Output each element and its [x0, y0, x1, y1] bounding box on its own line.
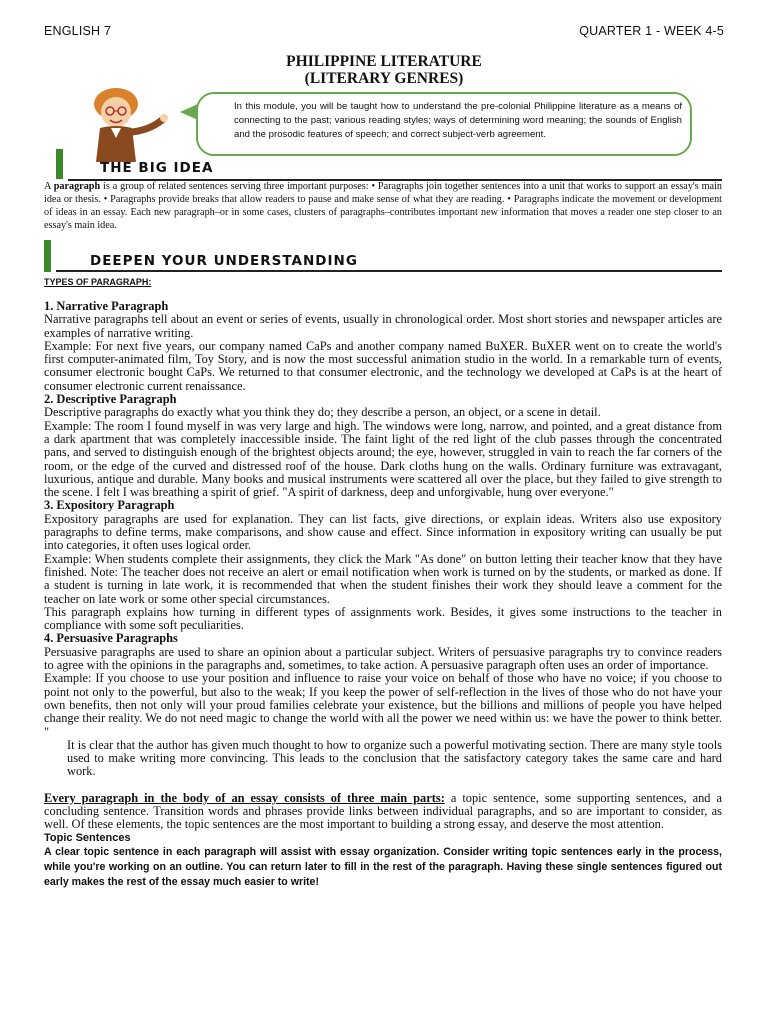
big-idea-text-prefix: A	[44, 181, 54, 192]
persuasive-description: Persuasive paragraphs are used to share an opinion about a particular subject. Writers of persuasive paragraphs try to convince readers to agree with the opinions in the paragraphs and, sometimes, to take action. A persuasive paragraph often uses an order of importance.	[44, 644, 722, 673]
paragraph-parts-text	[44, 792, 722, 832]
descriptive-description: Descriptive paragraphs do exactly what you think they do; they describe a person, an object, or a scene in detail.	[44, 405, 601, 420]
expository-note: This paragraph explains how turning in different types of assignments work. Besides, it gives some instructions to the teacher in compliance with some soft peculiarities.	[44, 604, 722, 633]
big-idea-text	[44, 180, 722, 232]
persuasive-heading: 4. Persuasive Paragraphs	[44, 631, 178, 646]
module-intro-bubble: In this module, you will be taught how to understand the pre-colonial Philippine literature as a means of connecting to the past; various reading styles; ways of determining word meaning; the sounds of English and the prosodic features of speech; and correct subject-verb agreement.	[196, 92, 692, 156]
page-title: PHILIPPINE LITERATURE	[286, 53, 482, 70]
descriptive-example: Example: The room I found myself in was very large and high. The windows were long, narrow, and pointed, and a great distance from a dark apartment that was completely inaccessible inside. The faint light of the red light of the club passes through the concentrated pans, and served to distinguish enough of the brightest objects around; the eye, however, struggled in vain to reach the far corners of the room, or the edge of the curved and distressed roof of the house. Dark cloths hung on the walls. Ordinary furniture was extravagant, luxurious, antique and durable. Many books and musical instruments were scattered all over the place, but they failed to give strength to the scene. I felt I was breathing a spirit of grief. "A spirit of darkness, deep and unforgivable, hung over everyone."	[44, 418, 722, 500]
big-idea-text-rest: is a group of related sentences serving three important purposes: • Paragraphs join together sentences into a unit that works to support an essay's main idea or thesis. • Paragraphs provide breaks that allow readers to pause and make sense of what they are reading. • Paragraphs indicate the movement or development of ideas in an essay. Each new paragraph–or in some cases, clusters of paragraphs–contributes important new information that moves a reader one step closer to an essay's main idea.	[44, 181, 722, 231]
quarter-week-label: QUARTER 1 - WEEK 4-5	[579, 24, 724, 38]
paragraph-types-body	[44, 300, 722, 890]
descriptive-heading: 2. Descriptive Paragraph	[44, 392, 177, 407]
persuasive-note: It is clear that the author has given much thought to how to organize such a powerful motivating section. There are many style tools used to make writing more convincing. This leads to the conclusion that the satisfactory category takes the same care and hard work.	[67, 737, 722, 779]
topic-sentences-body: A clear topic sentence in each paragraph will assist with essay organization. Consider writing topic sentences early in the process, while you're working on an outline. You can return later to fill in the rest of the paragraph. Having these single sentences figured out early makes the rest of the essay much easier to write!	[44, 845, 722, 888]
types-of-paragraph-label: TYPES OF PARAGRAPH:	[44, 277, 152, 287]
subject-label: ENGLISH 7	[44, 24, 112, 38]
deepen-heading: DEEPEN YOUR UNDERSTANDING	[90, 253, 358, 269]
narrative-heading: 1. Narrative Paragraph	[44, 299, 169, 313]
paragraph-parts-lead: Every paragraph in the body of an essay consists of three main parts:	[44, 790, 445, 805]
deepen-rule	[56, 270, 722, 272]
expository-example: Example: When students complete their assignments, they click the Mark "As done" on button letting their teacher know that they have finished. Note: The teacher does not receive an alert or email notification when work is turned on by the students, or marked as done. If a student is turning in late work, it is recommended that when the student finishes their work they should leave a comment for the teacher on late work or some other special circumstances.	[44, 551, 722, 606]
expository-heading: 3. Expository Paragraph	[44, 498, 175, 513]
narrative-example: Example: For next five years, our company named CaPs and another company named BuXER. BuXER went on to create the world's first computer-animated film, Toy Story, and is now the most successful animation studio in the world. In a remarkable turn of events, consumer electronic bought CaPs. We returned to that consumer electronic, and the technology we developed at CaPs is at the heart of consumer electronic current renaissance.	[44, 338, 722, 393]
topic-sentences-heading: Topic Sentences	[44, 831, 131, 844]
narrative-description: Narrative paragraphs tell about an event or series of events, usually in chronological order. Most short stories and newspaper articles are examples of narrative writing.	[44, 312, 722, 340]
teacher-illustration	[78, 84, 174, 164]
expository-description: Expository paragraphs are used for explanation. They can list facts, give directions, or explain ideas. Writers also use expository paragraphs to define terms, make comparisons, and show cause and effect. Since information in expository writing can usually be put into categories, it often uses logical order.	[44, 511, 722, 553]
paragraph-parts-rest: a topic sentence, some supporting sentences, and a concluding sentence. Transition words and phrases provide links between individual paragraphs, and so are important to consider, as well. Of these elements, the topic sentences are the most important to building a strong essay, and deserve the most attention.	[44, 790, 722, 832]
big-idea-accent-bar	[56, 149, 63, 179]
big-idea-heading: THE BIG IDEA	[100, 160, 214, 176]
big-idea-term: paragraph	[53, 181, 101, 192]
deepen-accent-bar	[44, 240, 51, 272]
page-subtitle: (LITERARY GENRES)	[304, 70, 464, 87]
persuasive-example: Example: If you choose to use your position and influence to raise your voice on behalf of those who have no voice; if you choose to point not only to the powerful, but also to the weak; If you keep the power of self-reflection in the lives of those who do not have your own benefits, then not only will your proud families celebrate your existence, but the billions and millions of people you have helped change their reality. We do not need magic to change the world with all the power we need within us: we have the power to think better. "	[44, 671, 722, 739]
